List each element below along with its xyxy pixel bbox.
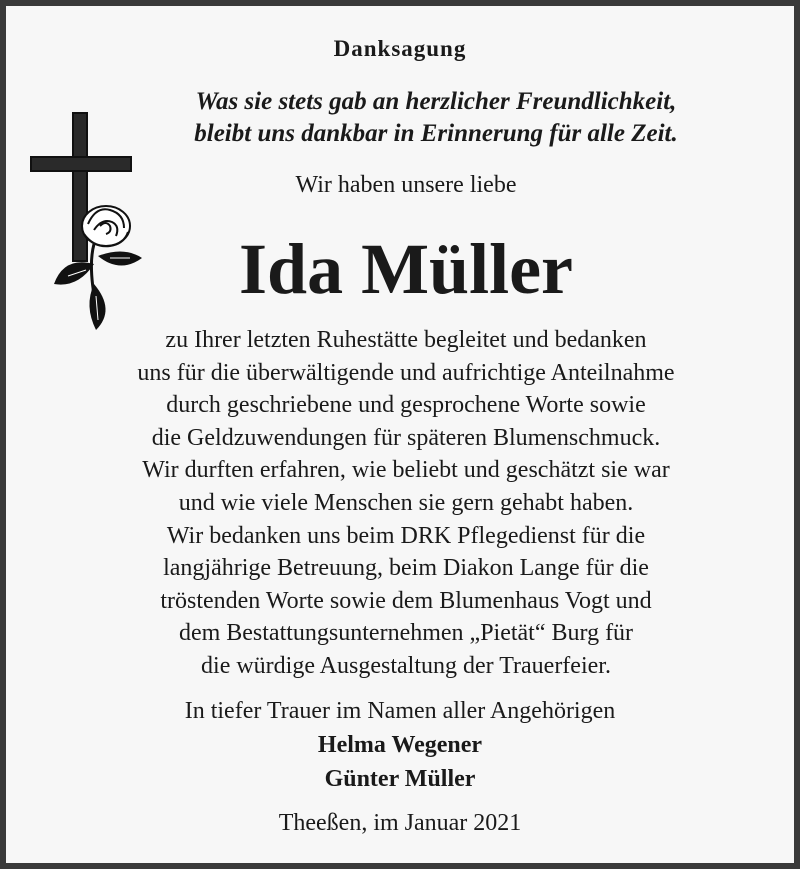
intro-text: Wir haben unsere liebe bbox=[295, 172, 517, 198]
body-line: langjährige Betreuung, beim Diakon Lange für die bbox=[163, 555, 649, 582]
quote-line: Was sie stets gab an herzlicher Freundlichkeit, bbox=[195, 88, 677, 115]
body-line: die würdige Ausgestaltung der Trauerfeier. bbox=[201, 652, 611, 679]
place-and-date: Theeßen, im Januar 2021 bbox=[278, 810, 522, 836]
signer-name: Helma Wegener bbox=[317, 732, 483, 758]
notice-heading: Danksagung bbox=[333, 36, 467, 61]
body-line: zu Ihrer letzten Ruhestätte begleitet und bedanken bbox=[165, 327, 647, 353]
mourning-line: In tiefer Trauer im Namen aller Angehörigen bbox=[184, 698, 616, 724]
body-line: uns für die überwältigende und aufrichtige Anteilnahme bbox=[137, 359, 675, 386]
body-line: Wir durften erfahren, wie beliebt und geschätzt sie war bbox=[142, 457, 670, 484]
closing-block bbox=[6, 694, 794, 796]
thank-you-text bbox=[46, 324, 766, 683]
body-line: tröstenden Worte sowie dem Blumenhaus Vogt und bbox=[160, 587, 652, 614]
quote-line: bleibt uns dankbar in Erinnerung für alle Zeit. bbox=[194, 120, 678, 147]
body-line: durch geschriebene und gesprochene Worte sowie bbox=[166, 392, 646, 419]
signer-name: Günter Müller bbox=[324, 766, 476, 792]
body-line: und wie viele Menschen sie gern gehabt haben. bbox=[178, 489, 634, 516]
body-line: dem Bestattungsunternehmen „Pietät“ Burg für bbox=[178, 620, 634, 647]
deceased-name: Ida Müller bbox=[239, 229, 573, 309]
body-line: die Geldzuwendungen für späteren Blumenschmuck. bbox=[151, 424, 661, 451]
body-line: Wir bedanken uns beim DRK Pflegedienst für die bbox=[166, 522, 646, 549]
memorial-quote bbox=[86, 86, 786, 150]
